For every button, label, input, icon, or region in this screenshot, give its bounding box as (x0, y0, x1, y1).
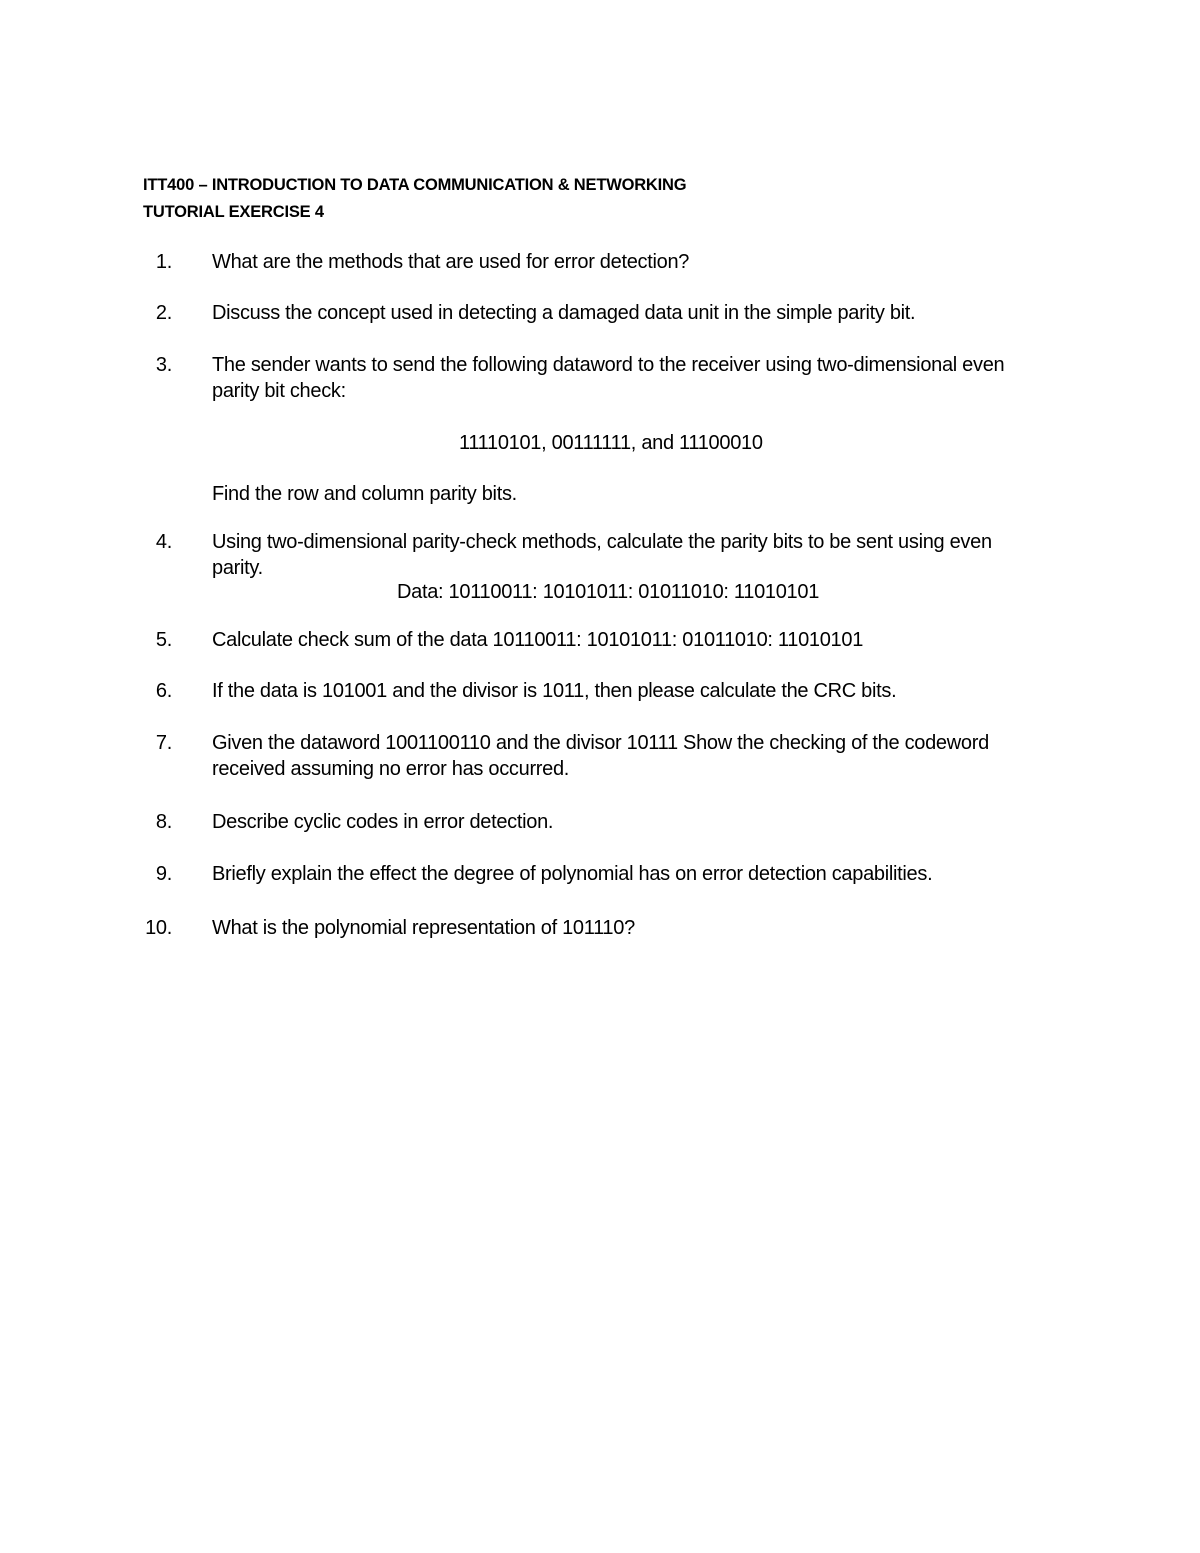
question-8 (143, 809, 1063, 835)
question-1 (143, 249, 1063, 275)
document-header (143, 172, 686, 226)
question-text: Describe cyclic codes in error detection. (212, 811, 554, 833)
question-number: 8. (155, 811, 172, 833)
question-text: If the data is 101001 and the divisor is 1011, then please calculate the CRC bits. (212, 680, 897, 702)
question-6 (143, 678, 1063, 704)
question-text: Discuss the concept used in detecting a damaged data unit in the simple parity bit. (212, 302, 916, 324)
question-4 (143, 529, 1038, 581)
question-number: 2. (155, 302, 172, 324)
question-3-followup: Find the row and column parity bits. (212, 483, 517, 505)
question-text: What are the methods that are used for error detection? (212, 251, 690, 273)
question-number: 10. (145, 917, 172, 939)
question-number: 5. (155, 629, 172, 651)
question-2 (143, 300, 1063, 326)
question-text: The sender wants to send the following dataword to the receiver using two-dimensional even parity bit check: (212, 354, 1005, 402)
question-3 (143, 352, 1048, 404)
question-9 (143, 861, 1063, 887)
course-title: ITT400 – INTRODUCTION TO DATA COMMUNICATION & NETWORKING (143, 176, 687, 194)
question-number: 7. (155, 732, 172, 754)
question-4-data: Data: 10110011: 10101011: 01011010: 11010101 (397, 581, 820, 603)
question-text: Calculate check sum of the data 10110011: 10101011: 01011010: 11010101 (212, 629, 864, 651)
question-number: 6. (155, 680, 172, 702)
question-number: 1. (155, 251, 172, 273)
question-text: Using two-dimensional parity-check methods, calculate the parity bits to be sent using even parity. (212, 531, 992, 579)
question-text: Given the dataword 1001100110 and the divisor 10111 Show the checking of the codeword received assuming no error has occurred. (212, 732, 989, 780)
question-7 (143, 730, 1013, 782)
question-text: Briefly explain the effect the degree of polynomial has on error detection capabilities. (212, 863, 933, 885)
question-text: What is the polynomial representation of 101110? (212, 917, 635, 939)
exercise-title: TUTORIAL EXERCISE 4 (143, 203, 324, 221)
question-5 (143, 627, 1063, 653)
question-number: 4. (155, 531, 172, 553)
question-number: 3. (155, 354, 172, 376)
question-number: 9. (155, 863, 172, 885)
question-10 (143, 915, 1063, 941)
datawords-line: 11110101, 00111111, and 11100010 (459, 432, 763, 454)
